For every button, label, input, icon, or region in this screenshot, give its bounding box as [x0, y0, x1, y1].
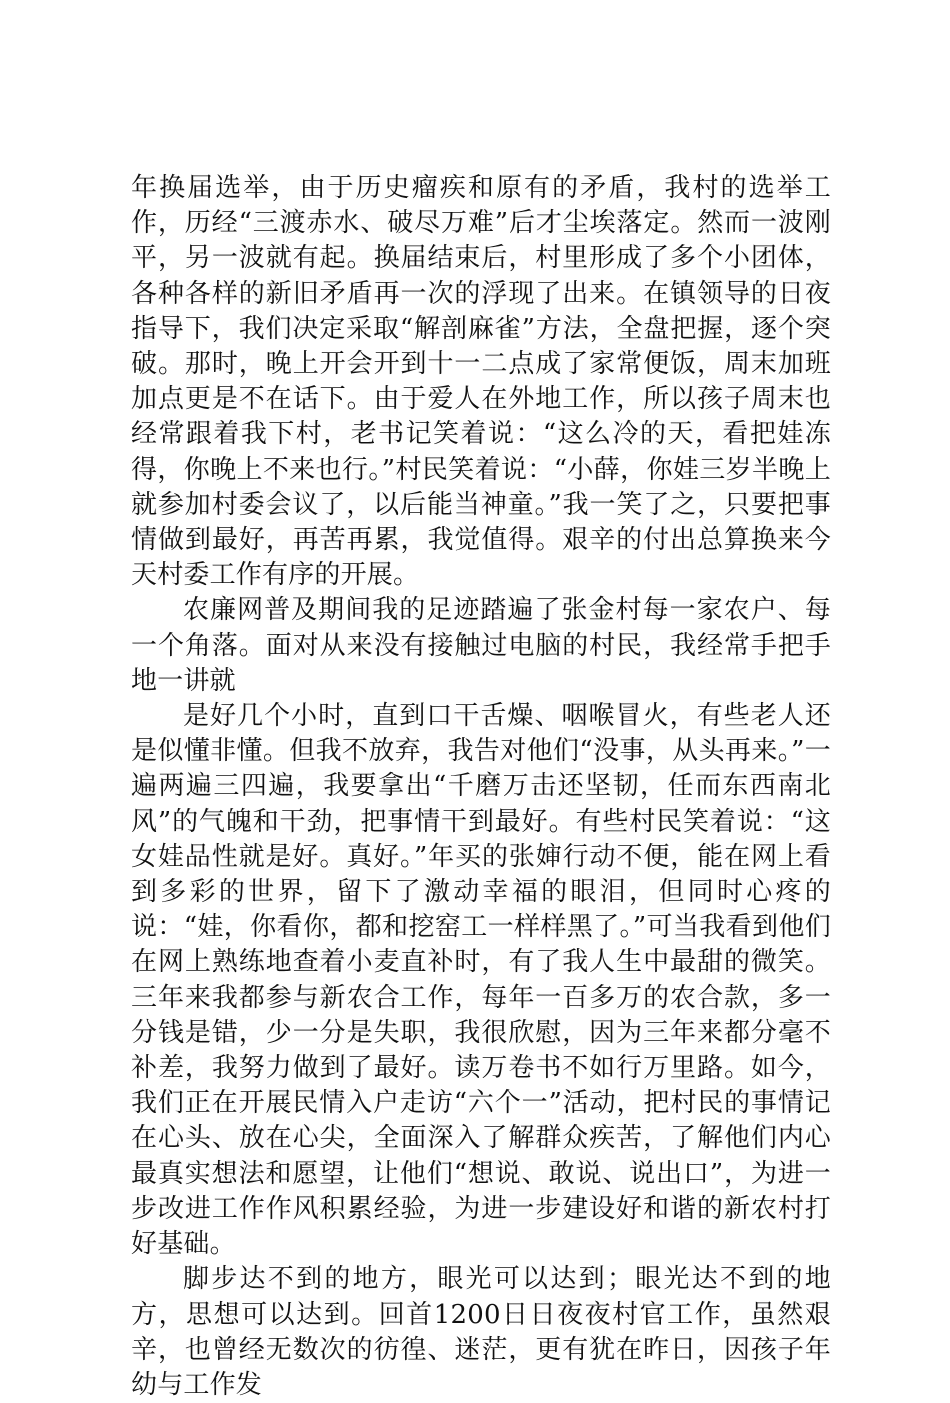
paragraph-2: 农廉网普及期间我的足迹踏遍了张金村每一家农户、每一个角落。面对从来没有接触过电脑的村民，我经常手把手地一讲就	[131, 595, 831, 696]
paragraph-3: 是好几个小时，直到口干舌燥、咽喉冒火，有些老人还是似懂非懂。但我不放弃，我告对他们“没事，从头再来。”一遍两遍三四遍，我要拿出“千磨万击还坚韧，任而东西南北风”的气魄和干劲，把事情干到最好。有些村民笑着说：“这女娃品性就是好。真好。”年买的张婶行动不便，能在网上看到多彩的世界，留下了激动幸福的眼泪，但同时心疼的说：“娃，你看你，都和挖窑工一样样黑了。”可当我看到他们在网上熟练地查着小麦直补时，有了我人生中最甜的微笑。三年来我都参与新农合工作，每年一百多万的农合款，多一分钱是错，少一分是失职，我很欣慰，因为三年来都分毫不补差，我努力做到了最好。读万卷书不如行万里路。如今，我们正在开展民情入户走访“六个一”活动，把村民的事情记在心头、放在心尖，全面深入了解群众疾苦，了解他们内心最真实想法和愿望，让他们“想说、敢说、说出口”，为进一步改进工作作风积累经验，为进一步建设好和谐的新农村打好基础。	[131, 701, 831, 1260]
document-body	[131, 171, 831, 1403]
paragraph-4: 脚步达不到的地方，眼光可以达到；眼光达不到的地方，思想可以达到。回首1200日日夜夜村官工作，虽然艰辛，也曾经无数次的彷徨、迷茫，更有犹在昨日，因孩子年幼与工作发	[131, 1264, 831, 1400]
paragraph-1: 年换届选举，由于历史瘤疾和原有的矛盾，我村的选举工作，历经“三渡赤水、破尽万难”后才尘埃落定。然而一波刚平，另一波就有起。换届结束后，村里形成了多个小团体，各种各样的新旧矛盾再一次的浮现了出来。在镇领导的日夜指导下，我们决定采取“解剖麻雀”方法，全盘把握，逐个突破。那时，晚上开会开到十一二点成了家常便饭，周末加班加点更是不在话下。由于爱人在外地工作，所以孩子周末也经常跟着我下村，老书记笑着说：“这么冷的天，看把娃冻得，你晚上不来也行。”村民笑着说：“小薛，你娃三岁半晚上就参加村委会议了，以后能当神童。”我一笑了之，只要把事情做到最好，再苦再累，我觉值得。艰辛的付出总算换来今天村委工作有序的开展。	[131, 173, 831, 591]
